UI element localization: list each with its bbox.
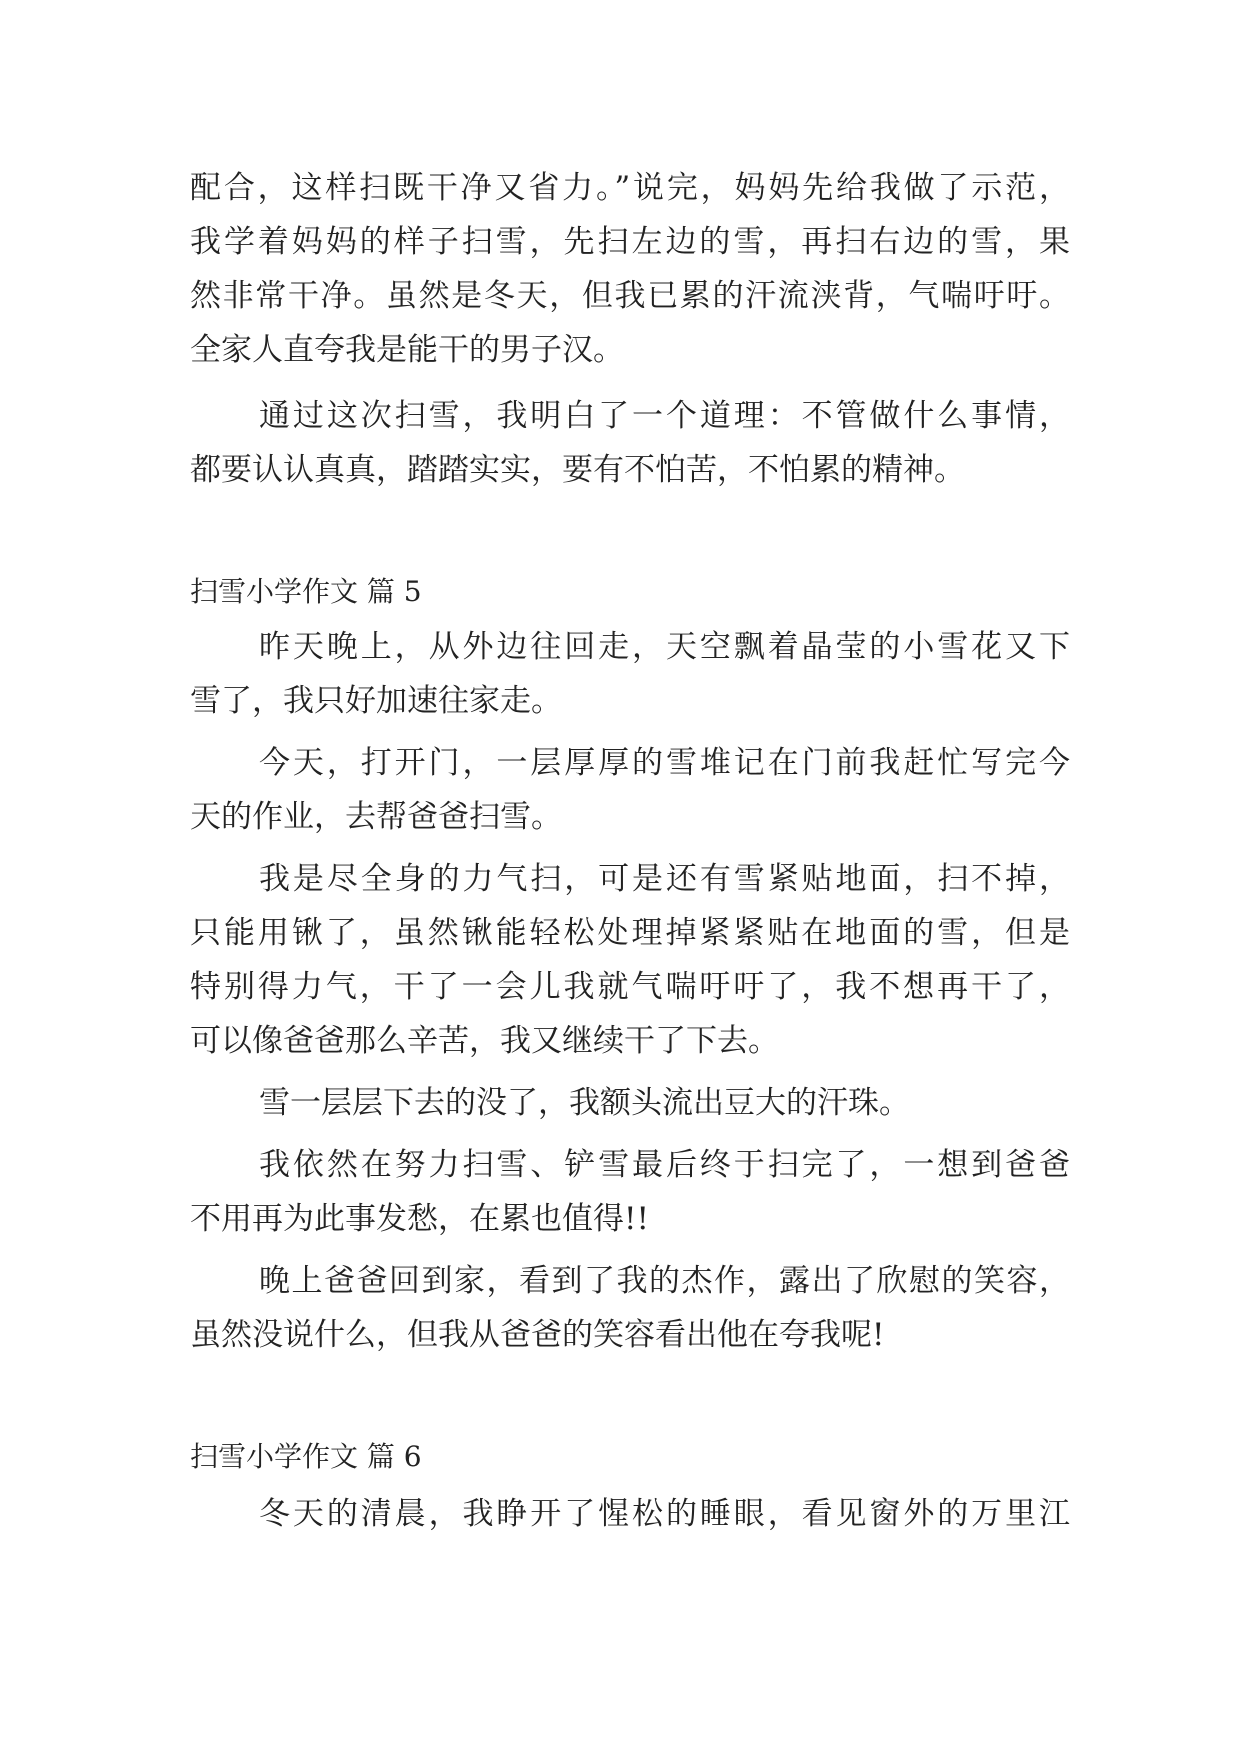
paragraph-line: 配合，这样扫既干净又省力。”说完，妈妈先给我做了示范， [190,170,1070,206]
section-heading: 扫雪小学作文 篇 5 [190,575,422,608]
paragraph-line: 特别得力气，干了一会儿我就气喘吁吁了，我不想再干了， [190,969,1070,1005]
paragraph-line: 都要认认真真，踏踏实实，要有不怕苦，不怕累的精神。 [190,452,965,488]
paragraph-line: 我依然在努力扫雪、铲雪最后终于扫完了，一想到爸爸 [259,1147,1070,1183]
paragraph-line: 冬天的清晨，我睁开了惺松的睡眼，看见窗外的万里江 [259,1496,1070,1532]
paragraph-line: 雪了，我只好加速往家走。 [190,683,562,719]
paragraph-line: 我学着妈妈的样子扫雪，先扫左边的雪，再扫右边的雪，果 [190,224,1070,260]
paragraph-line: 不用再为此事发愁，在累也值得!! [190,1201,649,1237]
paragraph-line: 然非常干净。虽然是冬天，但我已累的汗流浃背，气喘吁吁。 [190,278,1070,314]
paragraph-line: 虽然没说什么，但我从爸爸的笑容看出他在夸我呢! [190,1317,885,1353]
paragraph-line: 全家人直夸我是能干的男子汉。 [190,332,624,368]
paragraph-line: 通过这次扫雪，我明白了一个道理：不管做什么事情， [259,398,1070,434]
paragraph-line: 天的作业，去帮爸爸扫雪。 [190,799,562,835]
section-heading: 扫雪小学作文 篇 6 [190,1440,422,1473]
paragraph-line: 今天，打开门，一层厚厚的雪堆记在门前我赶忙写完今 [259,745,1070,781]
paragraph-line: 晚上爸爸回到家，看到了我的杰作，露出了欣慰的笑容， [259,1263,1070,1299]
paragraph-line: 雪一层层下去的没了，我额头流出豆大的汗珠。 [259,1085,910,1121]
paragraph-line: 只能用锹了，虽然锹能轻松处理掉紧紧贴在地面的雪，但是 [190,915,1070,951]
paragraph-line: 我是尽全身的力气扫，可是还有雪紧贴地面，扫不掉， [259,861,1070,897]
paragraph-line: 昨天晚上，从外边往回走，天空飘着晶莹的小雪花又下 [259,629,1070,665]
paragraph-line: 可以像爸爸那么辛苦，我又继续干了下去。 [190,1023,779,1059]
